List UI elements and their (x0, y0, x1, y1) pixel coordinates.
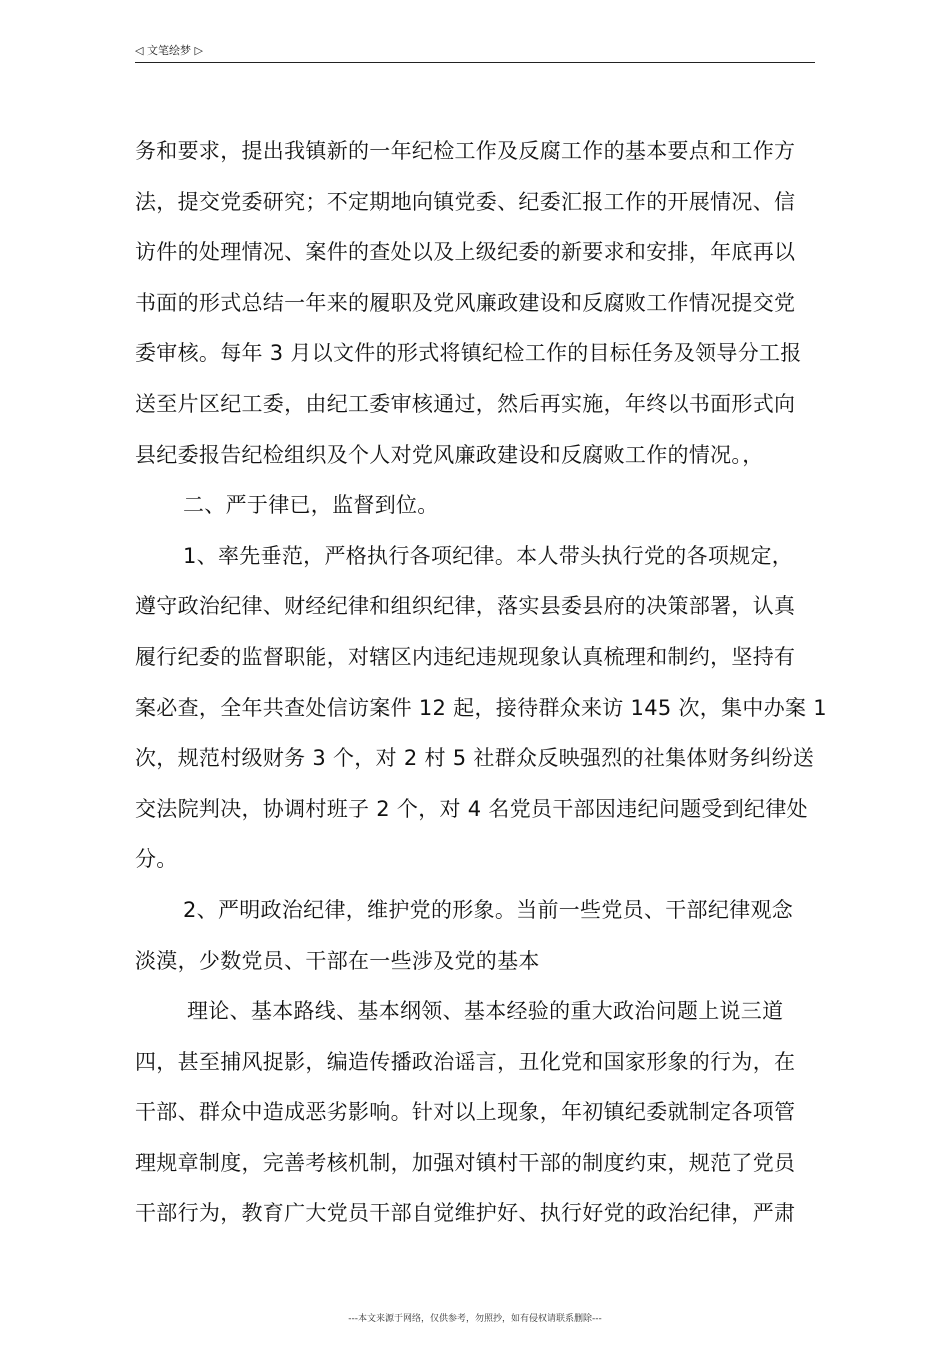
body-line: 法，提交党委研究；不定期地向镇党委、纪委汇报工作的开展情况、信 (135, 189, 796, 214)
body-line: 委审核。每年 3 月以文件的形式将镇纪检工作的目标任务及领导分工报 (135, 341, 802, 366)
body-line: 理规章制度，完善考核机制，加强对镇村干部的制度约束，规范了党员 (135, 1150, 796, 1175)
body-line: 履行纪委的监督职能，对辖区内违纪违规现象认真梳理和制约，坚持有 (135, 644, 796, 669)
body-line: 案必查，全年共查处信访案件 12 起，接待群众来访 145 次，集中办案 1 (135, 695, 827, 720)
body-line: 交法院判决，协调村班子 2 个，对 4 名党员干部因违纪问题受到纪律处 (135, 796, 808, 821)
document-body (135, 126, 827, 1239)
page-header (135, 44, 815, 63)
section-heading: 二、严于律已，监督到位。 (183, 493, 439, 518)
body-line: 淡漠，少数党员、干部在一些涉及党的基本 (135, 948, 540, 973)
body-line: 理论、基本路线、基本纲领、基本经验的重大政治问题上说三道 (187, 999, 784, 1024)
page-footer: ---本文来源于网络，仅供参考，勿照抄，如有侵权请联系删除--- (348, 1314, 602, 1324)
body-line: 书面的形式总结一年来的履职及党风廉政建设和反腐败工作情况提交党 (135, 290, 796, 315)
body-line: 干部、群众中造成恶劣影响。针对以上现象，年初镇纪委就制定各项管 (135, 1100, 796, 1125)
body-line: 访件的处理情况、案件的查处以及上级纪委的新要求和安排，年底再以 (135, 240, 796, 265)
body-line: 县纪委报告纪检组织及个人对党风廉政建设和反腐败工作的情况。， (135, 442, 764, 467)
body-line: 1、率先垂范，严格执行各项纪律。本人带头执行党的各项规定， (183, 543, 794, 568)
body-line: 务和要求，提出我镇新的一年纪检工作及反腐工作的基本要点和工作方 (135, 139, 796, 163)
body-line: 送至片区纪工委，由纪工委审核通过，然后再实施，年终以书面形式向 (135, 391, 796, 416)
header-text: ◁ 文笔绘梦 ▷ (135, 44, 203, 57)
body-line: 2、严明政治纪律，维护党的形象。当前一些党员、干部纪律观念 (183, 897, 794, 922)
body-line: 遵守政治纪律、财经纪律和组织纪律，落实县委县府的决策部署，认真 (135, 594, 796, 619)
body-line: 次，规范村级财务 3 个，对 2 村 5 社群众反映强烈的社集体财务纠纷送 (135, 746, 815, 771)
body-line: 分。 (135, 847, 178, 872)
body-line: 四，甚至捕风捉影，编造传播政治谣言，丑化党和国家形象的行为，在 (135, 1049, 796, 1074)
body-line: 干部行为，教育广大党员干部自觉维护好、执行好党的政治纪律，严肃 (135, 1201, 796, 1226)
